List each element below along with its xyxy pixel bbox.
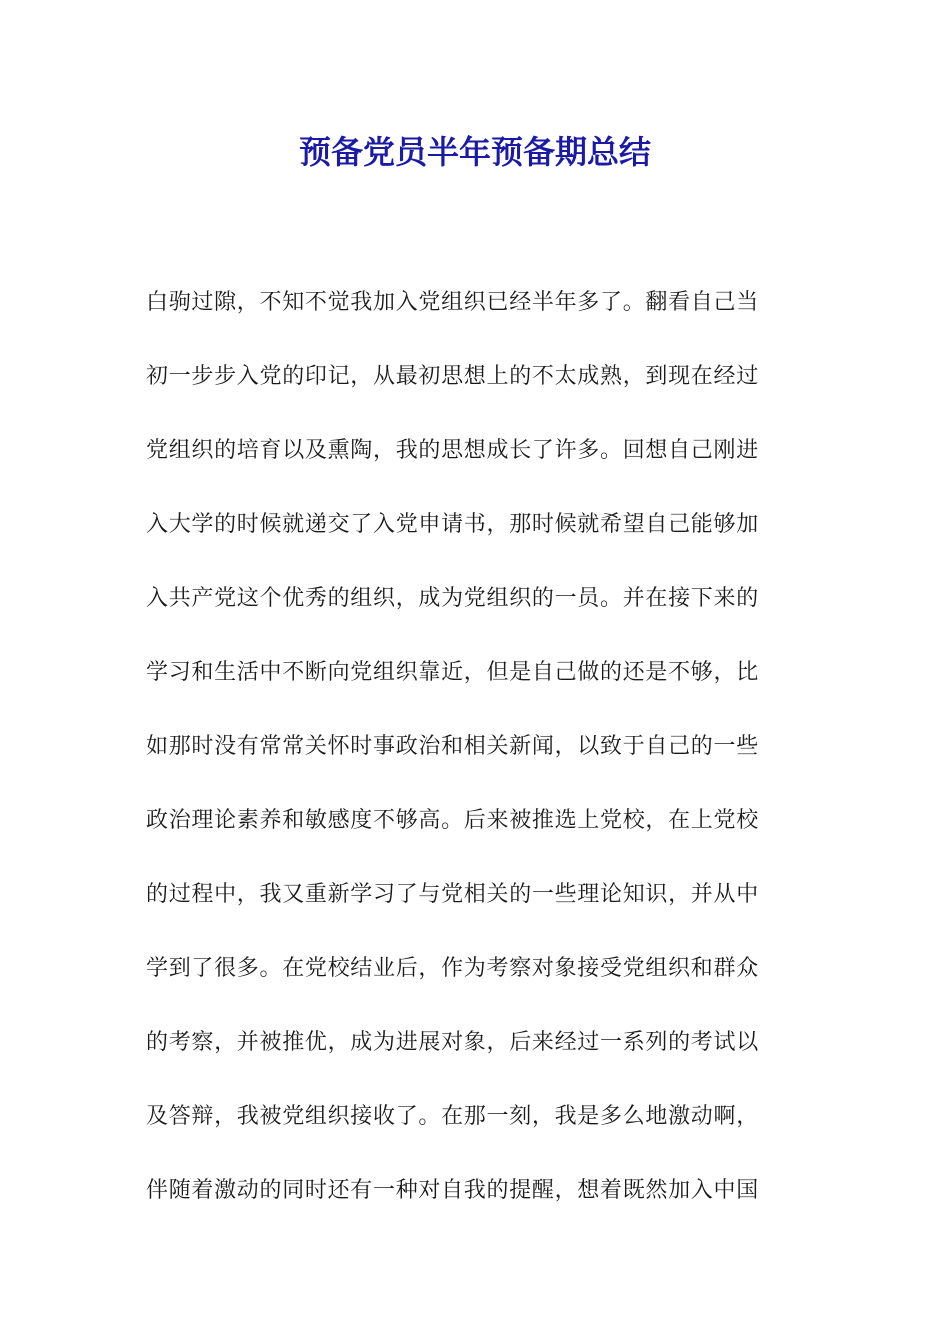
text-line: 的过程中，我又重新学习了与党相关的一些理论知识，并从中 bbox=[146, 882, 759, 907]
text-line: 学到了很多。在党校结业后，作为考察对象接受党组织和群众 bbox=[146, 956, 759, 981]
text-line: 及答辩，我被党组织接收了。在那一刻，我是多么地激动啊， bbox=[146, 1104, 759, 1129]
text-line: 白驹过隙，不知不觉我加入党组织已经半年多了。翻看自己当 bbox=[146, 290, 759, 315]
document-body bbox=[146, 266, 806, 1228]
text-line: 学习和生活中不断向党组织靠近，但是自己做的还是不够，比 bbox=[146, 660, 759, 685]
text-line: 党组织的培育以及熏陶，我的思想成长了许多。回想自己刚进 bbox=[146, 438, 759, 463]
text-line: 初一步步入党的印记，从最初思想上的不太成熟，到现在经过 bbox=[146, 364, 759, 389]
text-line: 的考察，并被推优，成为进展对象，后来经过一系列的考试以 bbox=[146, 1030, 759, 1055]
text-line: 伴随着激动的同时还有一种对自我的提醒，想着既然加入中国 bbox=[146, 1178, 759, 1203]
text-line: 如那时没有常常关怀时事政治和相关新闻，以致于自己的一些 bbox=[146, 734, 759, 759]
text-line: 政治理论素养和敏感度不够高。后来被推选上党校，在上党校 bbox=[146, 808, 759, 833]
text-line: 入大学的时候就递交了入党申请书，那时候就希望自己能够加 bbox=[146, 512, 759, 537]
text-line: 入共产党这个优秀的组织，成为党组织的一员。并在接下来的 bbox=[146, 586, 759, 611]
document-title: 预备党员半年预备期总结 bbox=[298, 133, 651, 171]
